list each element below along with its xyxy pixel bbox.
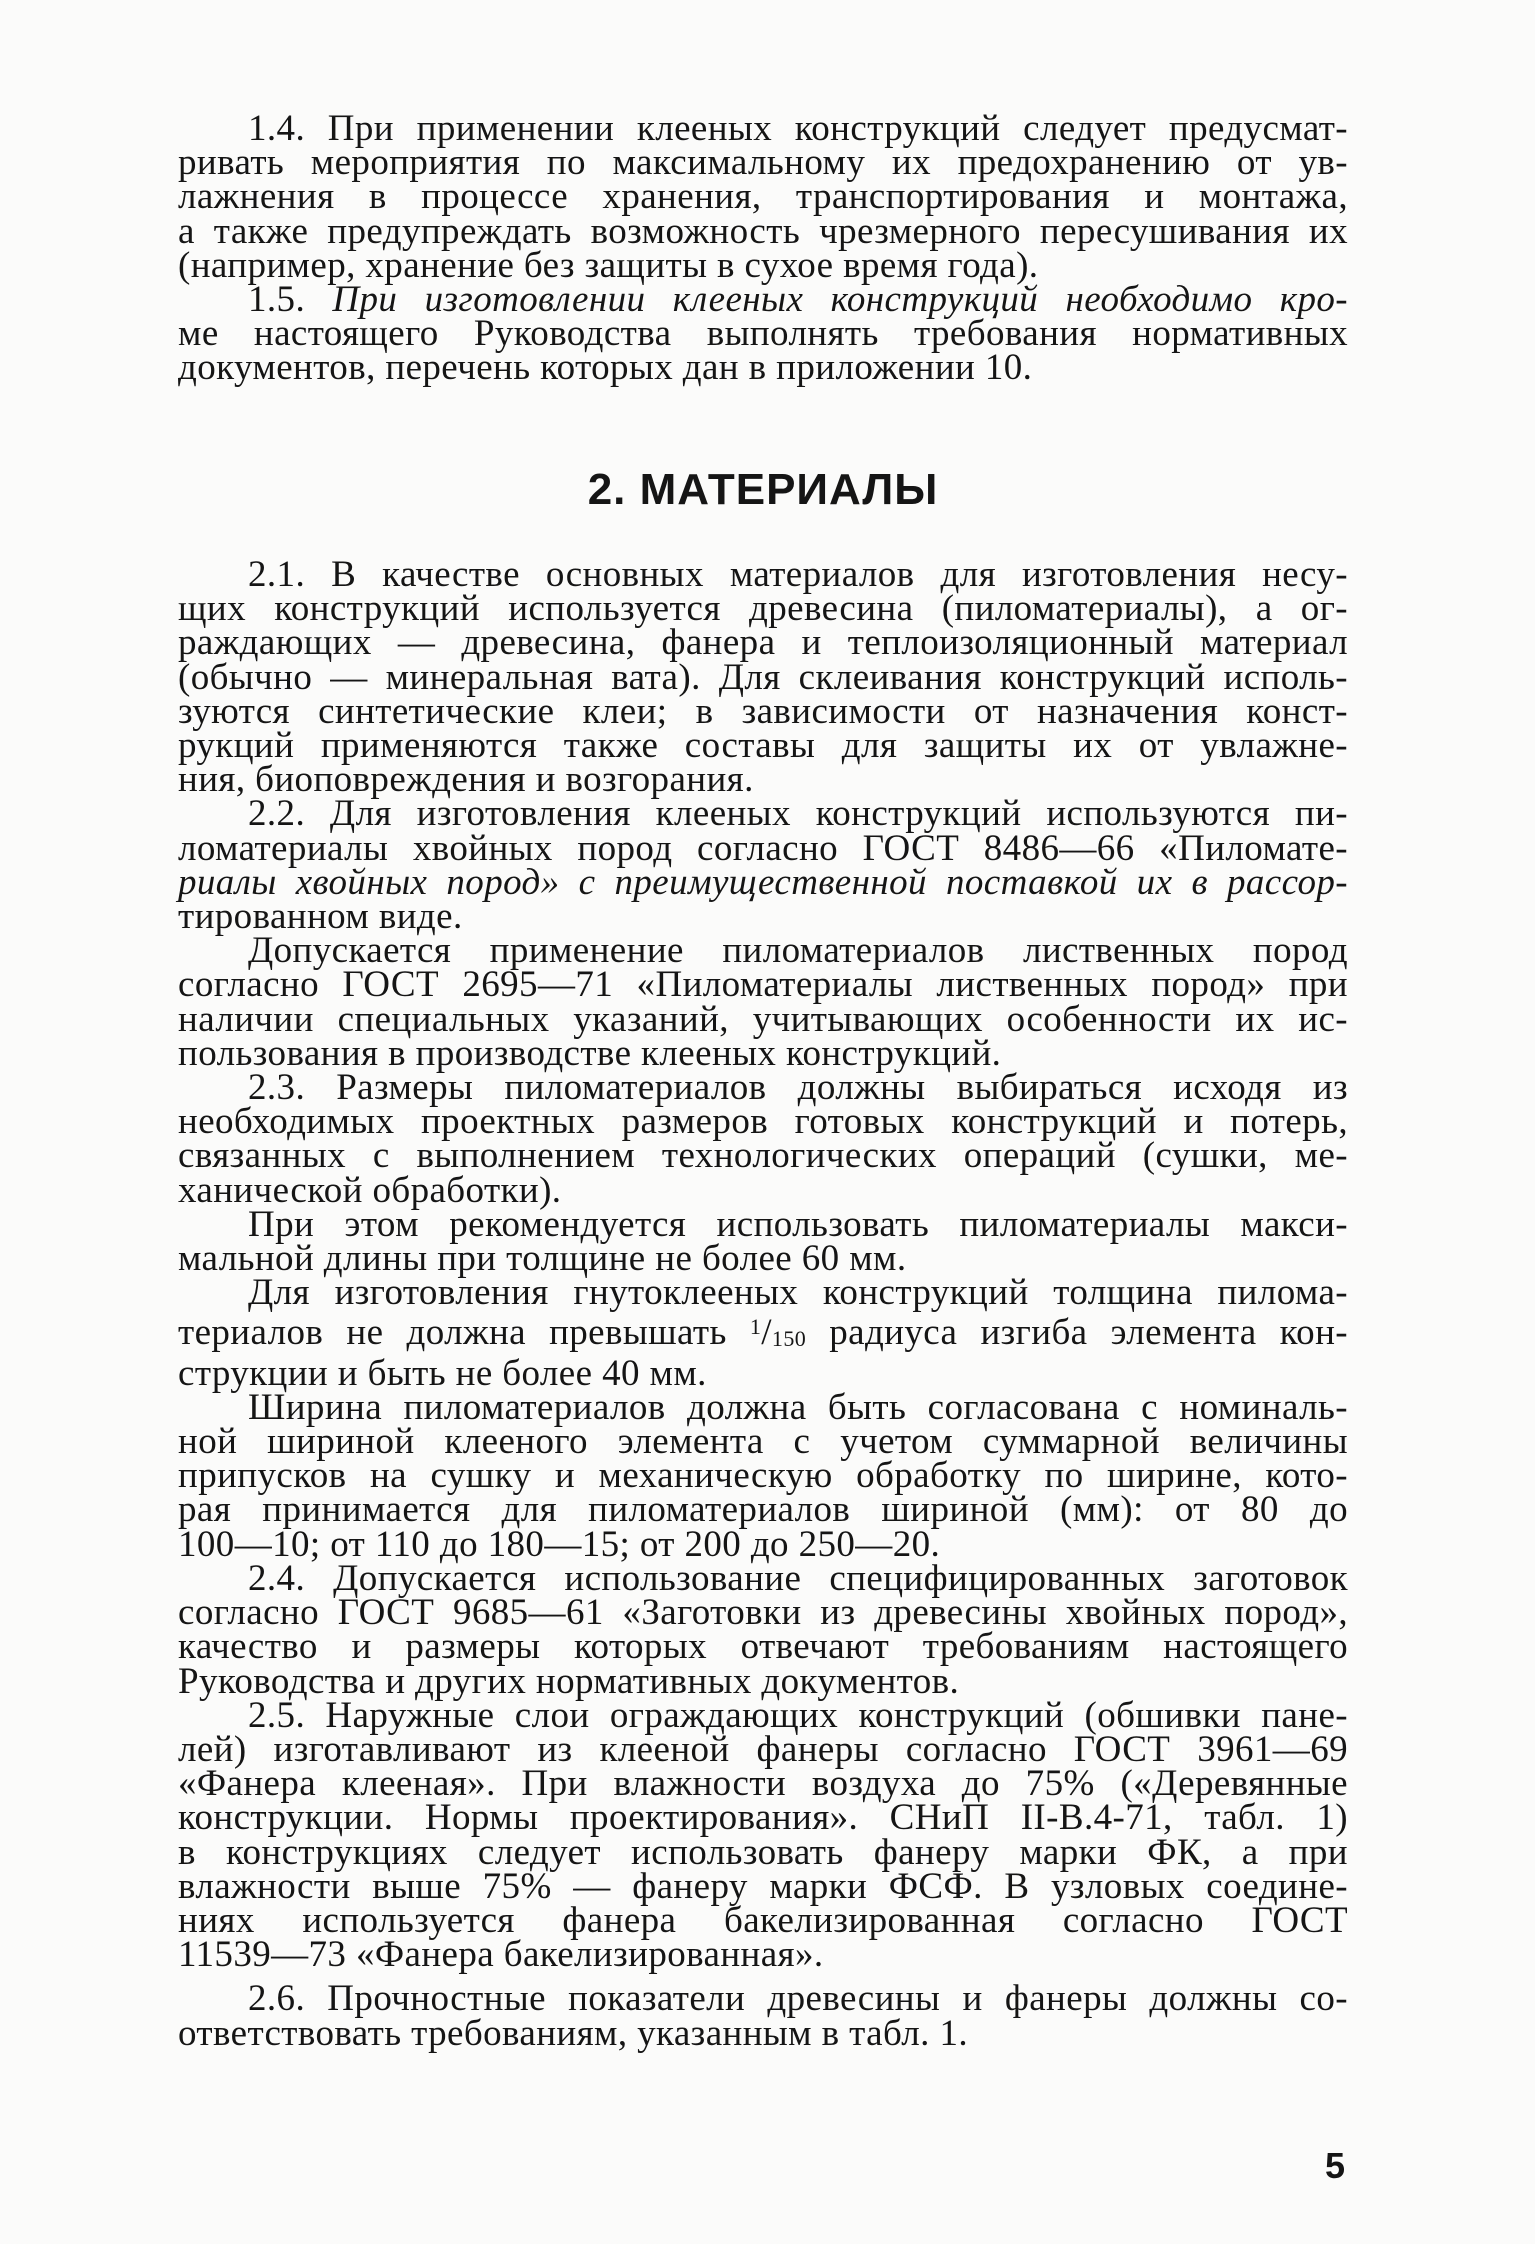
text-line: 2.3. Размеры пиломатериалов должны выбираться исходя из <box>248 1067 1348 1109</box>
paragraph-2-3-length <box>178 1203 1348 1280</box>
text-line: ривать мероприятия по максимальному их предохранению от ув- <box>178 142 1348 184</box>
text-line: (например, хранение без защиты в сухое время года). <box>178 244 1039 286</box>
page-number: 5 <box>1324 2145 1345 2186</box>
text-line: 2.5. Наружные слои ограждающих конструкций (обшивки пане- <box>248 1694 1348 1736</box>
text-line: струкции и быть не более 40 мм. <box>178 1352 707 1394</box>
text-line: 2.6. Прочностные показатели древесины и фанеры должны со- <box>248 1978 1348 2020</box>
text-line: связанных с выполнением технологических операций (сушки, ме- <box>178 1135 1348 1177</box>
text-line: щих конструкций используется древесина (пиломатериалы), а ог- <box>178 588 1348 630</box>
text-line: а также предупреждать возможность чрезмерного пересушивания их <box>178 210 1348 252</box>
text-line: ной шириной клееного элемента с учетом суммарной величины <box>178 1421 1348 1463</box>
text-line: ломатериалы хвойных пород согласно ГОСТ 8486—66 «Пиломате- <box>178 827 1348 869</box>
paragraph-1-4 <box>178 108 1348 286</box>
text-fragment: териалов не должна превышать <box>178 1312 750 1354</box>
intro-block <box>178 108 1348 389</box>
text-line: конструкции. Нормы проектирования». СНиП II-В.4-71, табл. 1) <box>178 1797 1348 1839</box>
text-line: ханической обработки). <box>178 1169 562 1211</box>
paragraph-2-3 <box>178 1067 1348 1211</box>
text-line: необходимых проектных размеров готовых конструкций и потерь, <box>178 1101 1348 1143</box>
paragraph-2-3-width <box>178 1386 1348 1565</box>
paragraph-2-1 <box>178 554 1348 801</box>
text-line: 1.4. При применении клееных конструкций следует предусмат- <box>248 108 1348 149</box>
text-line: (обычно — минеральная вата). Для склеивания конструкций исполь- <box>178 656 1348 698</box>
text-fragment: радиуса изгиба элемента кон- <box>806 1312 1348 1354</box>
paragraph-2-6 <box>178 1978 1348 2054</box>
text-line: Допускается применение пиломатериалов лиственных пород <box>248 930 1348 972</box>
text-line: документов, перечень которых дан в приложении 10. <box>178 347 1033 389</box>
text-line: тированном виде. <box>178 896 463 938</box>
paragraph-2-2-note <box>178 930 1348 1074</box>
text-line: припусков на сушку и механическую обработку по ширине, кото- <box>178 1455 1348 1497</box>
fraction-denominator: 150 <box>771 1326 807 1352</box>
text-line: рая принимается для пиломатериалов шириной (мм): от 80 до <box>178 1489 1348 1531</box>
text-line: ния, биоповреждения и возгорания. <box>178 759 754 801</box>
text-line: качество и размеры которых отвечают требованиям настоящего <box>178 1626 1348 1668</box>
text-line: влажности выше 75% — фанеру марки ФСФ. В узловых соедине- <box>178 1865 1348 1907</box>
italic-phrase: При изготовлении клееных конструкций необходимо кро- <box>332 279 1348 321</box>
text-line: При этом рекомендуется использовать пиломатериалы макси- <box>248 1203 1348 1245</box>
text-line: «Фанера клееная». При влажности воздуха до 75% («Деревянные <box>178 1763 1348 1805</box>
text-line: рукций применяются также составы для защиты их от увлажне- <box>178 725 1348 767</box>
paragraph-2-3-bent <box>178 1272 1348 1394</box>
text-line: наличии специальных указаний, учитывающих особенности их ис- <box>178 998 1348 1040</box>
fraction-numerator: 1 <box>749 1314 762 1340</box>
text-line: ме настоящего Руководства выполнять требования нормативных <box>178 313 1348 355</box>
text-line: в конструкциях следует использовать фанеру марки ФК, а при <box>178 1831 1348 1873</box>
text-line: Для изготовления гнутоклееных конструкций толщина пилома- <box>248 1272 1348 1314</box>
text-line: риалы хвойных пород» с преимущественной поставкой их в рассор- <box>178 861 1348 903</box>
text-line: ответствовать требованиям, указанным в табл. 1. <box>178 2012 969 2054</box>
paragraph-2-4 <box>178 1557 1348 1702</box>
paragraph-1-5 <box>178 279 1348 389</box>
text-line: пользования в производстве клееных конструкций. <box>178 1032 1002 1074</box>
text-line: 2.2. Для изготовления клееных конструкций используются пи- <box>248 793 1348 835</box>
section-body <box>178 554 1348 2054</box>
text-line: 1.5. При изготовлении клееных конструкций необходимо кро- <box>248 279 1348 321</box>
text-line: зуются синтетические клеи; в зависимости от назначения конст- <box>178 690 1348 732</box>
paragraph-2-5 <box>178 1694 1348 1976</box>
text-line: 2.1. В качестве основных материалов для изготовления несу- <box>248 554 1348 595</box>
text-line: ниях используется фанера бакелизированная согласно ГОСТ <box>178 1899 1348 1941</box>
text-line: 100—10; от 110 до 180—15; от 200 до 250—20. <box>178 1523 941 1565</box>
text-line: согласно ГОСТ 9685—61 «Заготовки из древесины хвойных пород», <box>178 1592 1348 1634</box>
text-line: Руководства и других нормативных документов. <box>178 1660 960 1702</box>
text-line: мальной длины при толщине не более 60 мм. <box>178 1238 907 1280</box>
text-line: териалов не должна превышать $^1/_{150}$ радиуса изгиба элемента кон- <box>178 1312 1348 1354</box>
text-line: 11539—73 «Фанера бакелизированная». <box>178 1934 824 1976</box>
section-title: 2. МАТЕРИАЛЫ <box>587 465 939 514</box>
text-line: раждающих — древесина, фанера и теплоизоляционный материал <box>178 622 1348 664</box>
paragraph-2-2 <box>178 793 1348 938</box>
text-line: 2.4. Допускается использование специфицированных заготовок <box>248 1557 1348 1599</box>
text-line: лажнения в процессе хранения, транспортирования и монтажа, <box>178 176 1348 218</box>
text-line: согласно ГОСТ 2695—71 «Пиломатериалы лиственных пород» при <box>178 964 1348 1006</box>
text-line: лей) изготавливают из клееной фанеры согласно ГОСТ 3961—69 <box>178 1728 1348 1770</box>
text-line: Ширина пиломатериалов должна быть согласована с номиналь- <box>248 1386 1348 1428</box>
